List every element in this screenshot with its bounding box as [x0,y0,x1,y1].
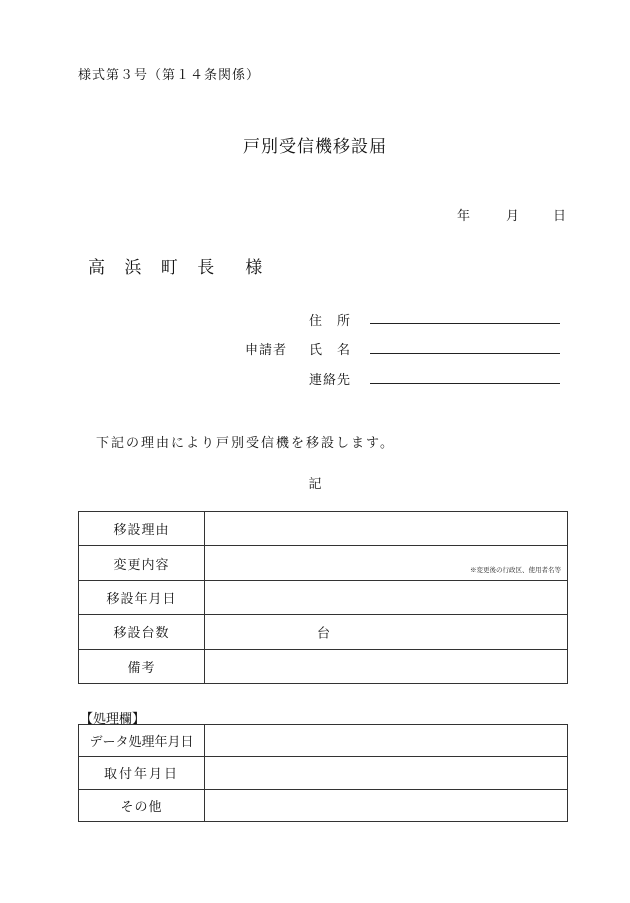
name-field-line[interactable] [370,353,560,354]
table-row [79,580,568,614]
data-processing-label-cell [79,725,205,757]
contact-label: 連絡先 [309,373,352,388]
ki-heading: 記 [308,477,322,492]
address-field-line[interactable] [370,323,560,324]
form-number: 様式第３号（第１４条関係） [78,68,261,83]
reason-label-cell [79,512,205,546]
remarks-label: 備考 [127,660,156,676]
date-day-label: 日 [553,209,567,224]
install-date-label: 取付年月日 [103,767,179,783]
processing-section-title: 【処理欄】 [80,712,146,727]
date-month-label: 月 [506,209,520,224]
table-row [79,725,568,757]
processing-table [78,724,568,822]
notice-text: 下記の理由により戸別受信機を移設します。 [96,436,395,451]
reason-label: 移設理由 [113,523,170,539]
table-row [79,512,568,546]
install-date-label-cell [79,757,205,789]
unit-count-input[interactable] [205,615,568,649]
table-row [79,615,568,649]
document-title: 戸別受信機移設届 [243,137,387,157]
date-label-cell [79,580,205,614]
change-content-label: 変更内容 [113,557,170,573]
other-input[interactable] [205,789,568,821]
data-processing-date-input[interactable] [205,725,568,757]
addressee: 高 浜 町 長 様 [88,258,270,278]
unit-count-label: 移設台数 [113,626,170,642]
data-processing-date-label: データ処理年月日 [89,735,194,751]
contact-field-line[interactable] [370,383,560,384]
applicant-group-label: 申請者 [245,343,288,358]
remarks-label-cell [79,649,205,683]
table-row [79,789,568,821]
date-year-label: 年 [457,209,471,224]
relocation-date-label: 移設年月日 [106,591,177,607]
change-content-note: ※変更後の行政区、使用者名等 [470,565,561,574]
reason-input[interactable] [205,512,568,546]
other-label-cell [79,789,205,821]
name-label: 氏 名 [309,343,352,358]
table-row [79,546,568,580]
table-row [79,757,568,789]
other-label: その他 [120,799,163,815]
relocation-date-input[interactable] [205,580,568,614]
install-date-input[interactable] [205,757,568,789]
count-label-cell [79,615,205,649]
change-label-cell [79,546,205,580]
unit-label: 台 [317,626,331,642]
relocation-table [78,511,568,684]
remarks-input[interactable] [205,649,568,683]
change-content-input[interactable] [205,546,568,580]
table-row [79,649,568,683]
address-label: 住 所 [309,314,352,329]
